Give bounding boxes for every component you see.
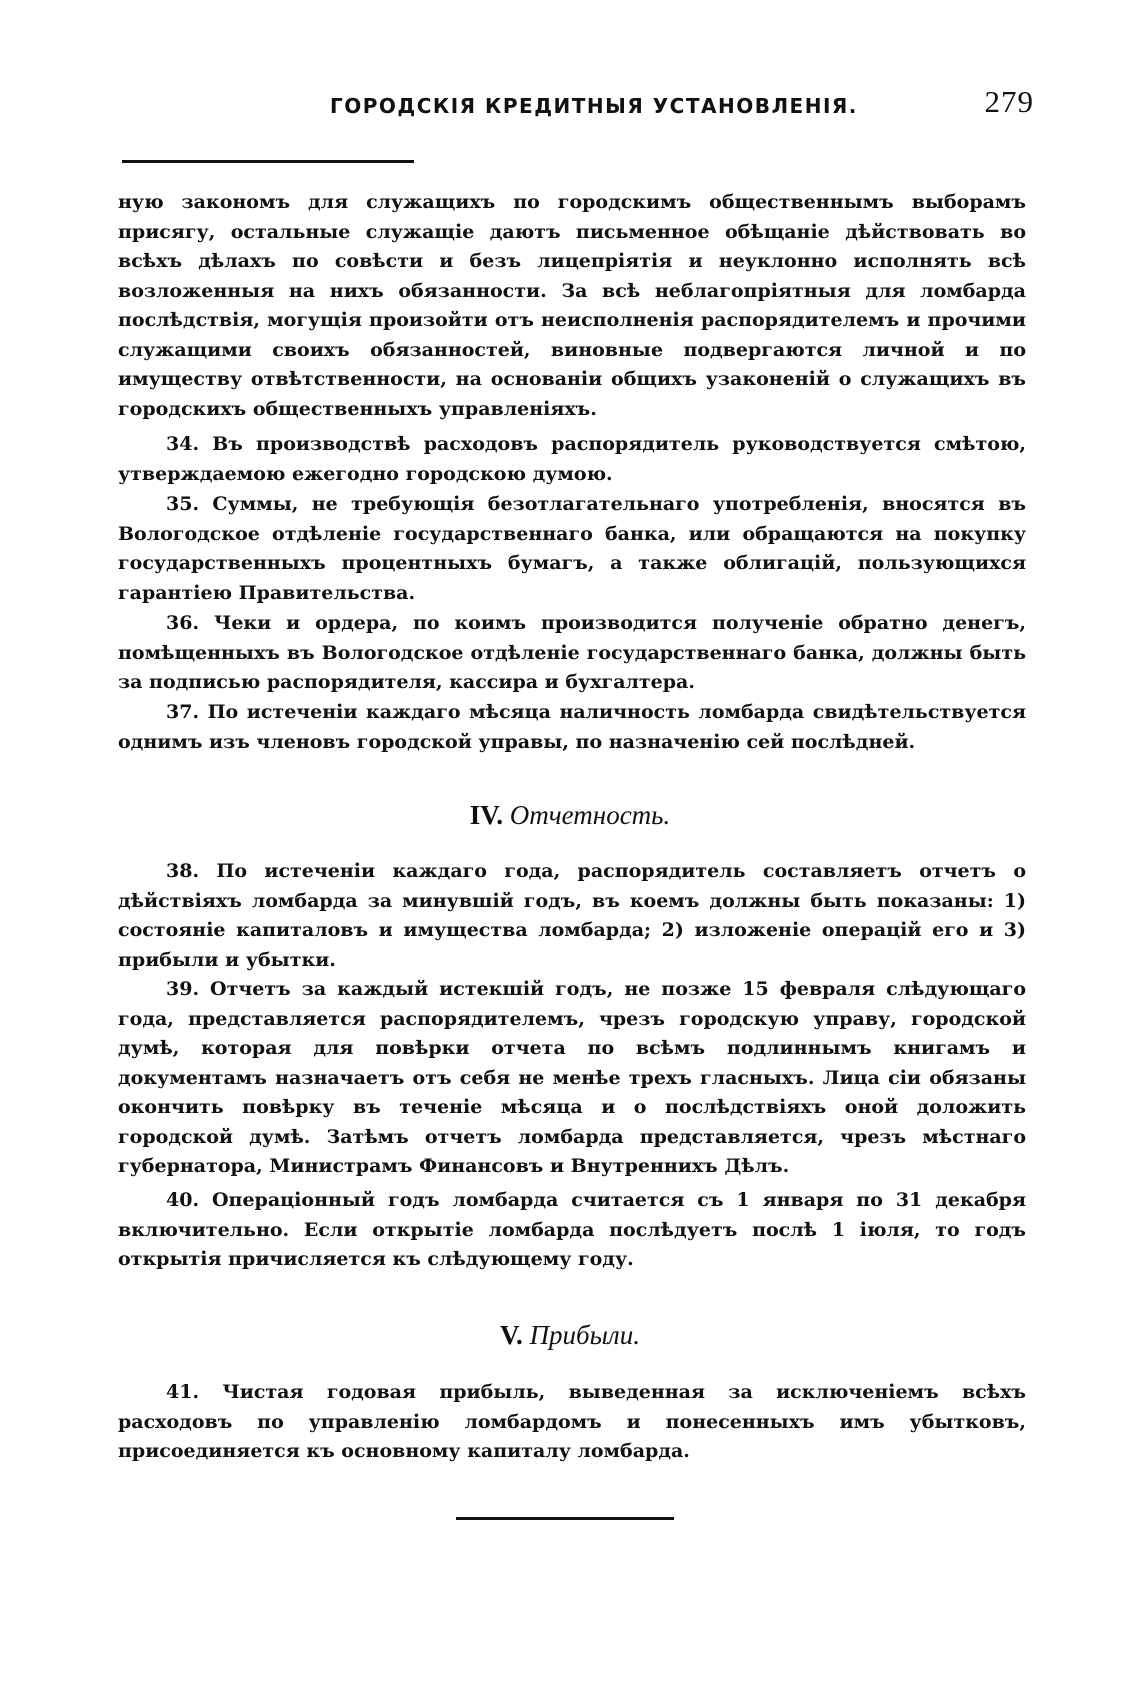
paragraph-continuation: ную закономъ для служащихъ по городскимъ общественнымъ выборамъ присягу, остальные служащіе даютъ письменное обѣщаніе дѣйствовать во всѣхъ дѣлахъ по совѣсти и безъ лицепріятія и неуклонно исполнять всѣ возложенныя на нихъ обязанности. За всѣ неблагопріятныя для ломбарда послѣдствія, могущія произойти отъ неисполненія распорядителемъ и прочими служащими своихъ обязанностей, виновные подвергаются личной и по имуществу отвѣтственности, на основаніи общихъ узаконеній о служащихъ въ городскихъ общественныхъ управленіяхъ. [118, 191, 1026, 420]
running-title: ГОРОДСКІЯ КРЕДИТНЫЯ УСТАНОВЛЕНІЯ. [330, 94, 858, 118]
footer-rule [456, 1517, 674, 1520]
header-rule [122, 160, 414, 163]
paragraph-36: 36. Чеки и ордера, по коимъ производится полученіе обратно денегъ, помѣщенныхъ въ Вологодское отдѣленіе государственнаго банка, должны быть за подписью распорядителя, кассира и бухгалтера. [118, 612, 1026, 693]
section-numeral: IV. [469, 800, 504, 830]
paragraph-39: 39. Отчетъ за каждый истекшій годъ, не позже 15 февраля слѣдующаго года, представляется распорядителемъ, чрезъ городскую управу, городской думѣ, которая для повѣрки отчета по всѣмъ подлиннымъ книгамъ и документамъ назначаетъ отъ себя не менѣе трехъ гласныхъ. Лица сіи обязаны окончить повѣрку въ теченіе мѣсяца и о послѣдствіяхъ оной доложить городской думѣ. Затѣмъ отчетъ ломбарда представляется, чрезъ мѣстнаго губернатора, Министрамъ Финансовъ и Внутреннихъ Дѣлъ. [118, 978, 1026, 1177]
section-heading-iv [0, 800, 1140, 831]
section-numeral: V. [500, 1320, 523, 1350]
paragraph-38: 38. По истеченіи каждаго года, распорядитель составляетъ отчетъ о дѣйствіяхъ ломбарда за минувшій годъ, въ коемъ должны быть показаны: 1) состояніе капиталовъ и имущества ломбарда; 2) изложеніе операцій его и 3) прибыли и убытки. [118, 860, 1026, 971]
section-title: Прибыли. [529, 1320, 640, 1350]
paragraph-35: 35. Суммы, не требующія безотлагательнаго употребленія, вносятся въ Вологодское отдѣленіе государственнаго банка, или обращаются на покупку государственныхъ процентныхъ бумагъ, а также облигацій, пользующихся гарантіею Правительства. [118, 493, 1026, 604]
section-title: Отчетность. [509, 800, 671, 830]
paragraph-40: 40. Операціонный годъ ломбарда считается съ 1 января по 31 декабря включительно. Если открытіе ломбарда послѣдуетъ послѣ 1 іюля, то годъ открытія причисляется къ слѣдующему году. [118, 1189, 1026, 1270]
section-heading-v [0, 1320, 1140, 1351]
paragraph-37: 37. По истеченіи каждаго мѣсяца наличность ломбарда свидѣтельствуется однимъ изъ членовъ городской управы, по назначенію сей послѣдней. [118, 701, 1026, 753]
paragraph-41: 41. Чистая годовая прибыль, выведенная за исключеніемъ всѣхъ расходовъ по управленію ломбардомъ и понесенныхъ имъ убытковъ, присоединяется къ основному капиталу ломбарда. [118, 1381, 1026, 1462]
page-number: 279 [984, 84, 1034, 119]
paragraph-34: 34. Въ производствѣ расходовъ распорядитель руководствуется смѣтою, утверждаемою ежегодно городскою думою. [118, 433, 1026, 485]
running-head [122, 84, 1034, 124]
